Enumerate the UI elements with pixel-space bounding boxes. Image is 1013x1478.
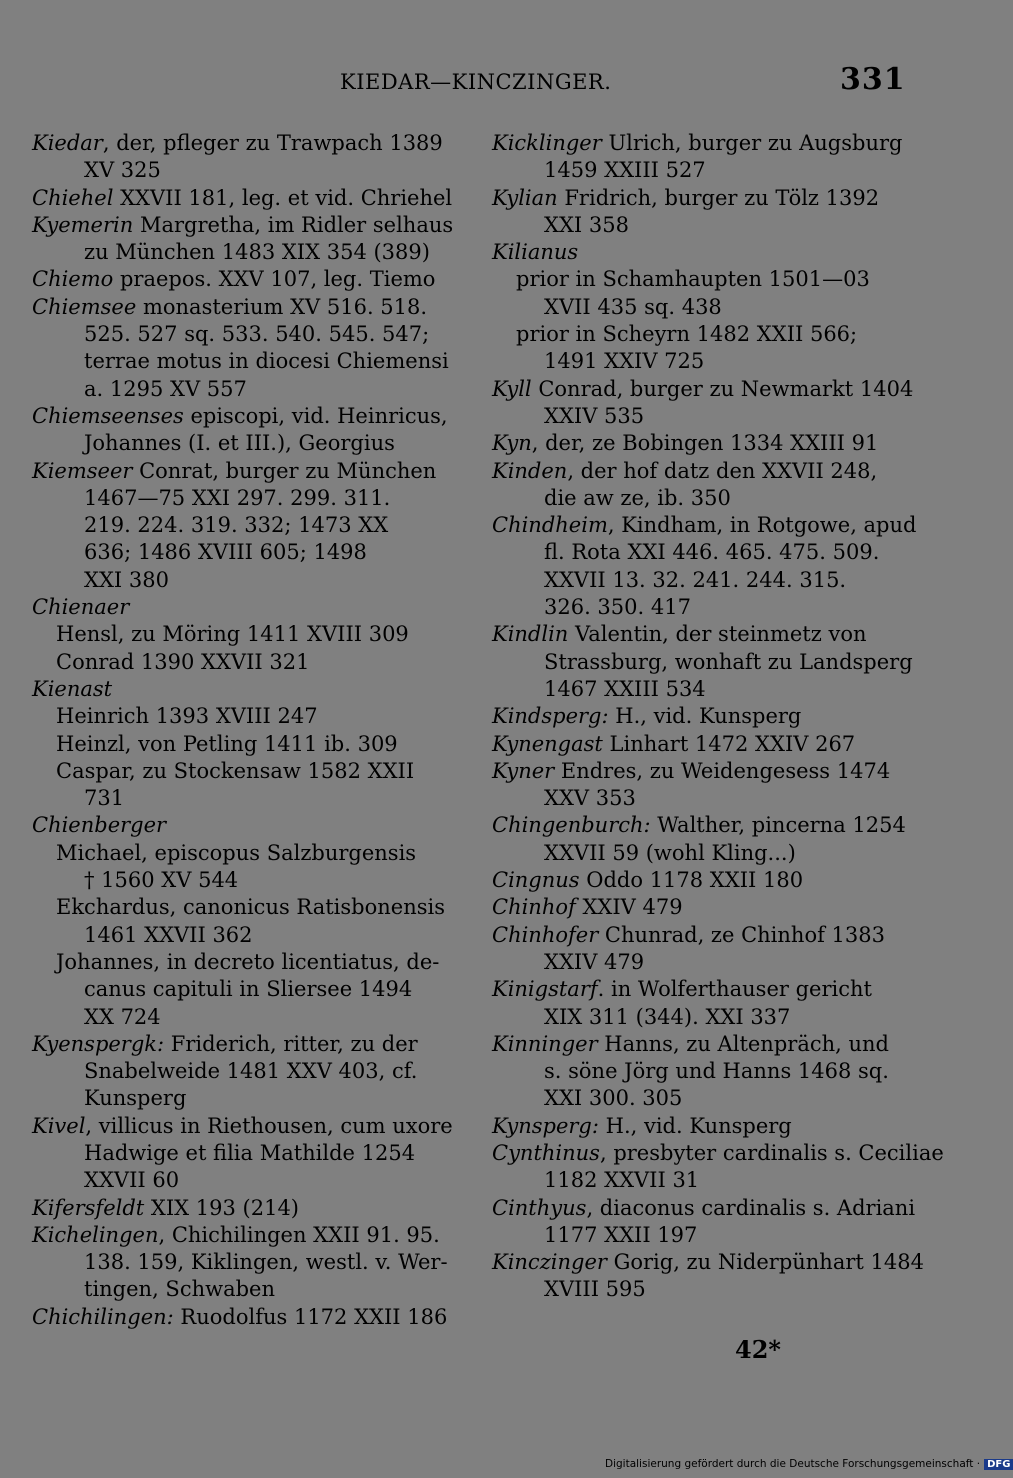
entry-line: XXI 358 <box>544 212 629 237</box>
sub-entry-line: Conrad 1390 XXVII 321 <box>56 649 310 674</box>
entry-line: Johannes (I. et III.), Georgius <box>84 431 395 456</box>
entry-keyword: Chiemo <box>32 267 114 292</box>
entry-text: Hanns, zu Altenpräch, und <box>597 1031 889 1056</box>
entry-line <box>492 1195 916 1222</box>
entry-line <box>32 1195 452 1222</box>
sub-entry-line: Ekchardus, canonicus Ratisbonensis <box>56 895 446 920</box>
entry-text: praepos. XXV 107, leg. Tiemo <box>113 267 436 292</box>
page-number: 331 <box>840 62 906 97</box>
entry-line: 1182 XXVII 31 <box>544 1168 700 1193</box>
entry-text: Conrad, burger zu Newmarkt 1404 <box>531 376 914 401</box>
entry-keyword: Chiemseenses <box>32 403 184 428</box>
entry-line <box>32 266 452 293</box>
entry-line: terrae motus in diocesi Chiemensi <box>84 349 449 374</box>
page-header <box>0 62 1000 110</box>
entry-text: episcopi, vid. Heinricus, <box>183 403 448 428</box>
entry-line: XVIII 595 <box>544 1277 646 1302</box>
entry-line: fl. Rota XXI 446. 465. 475. 509. <box>544 540 880 565</box>
entry-keyword: Kinninger <box>492 1031 598 1056</box>
entry-keyword: Kicklinger <box>492 131 602 155</box>
entry-text: monasterium XV 516. 518. <box>136 294 428 319</box>
entry-line <box>32 812 452 839</box>
entry-keyword: Chingenburch: <box>492 813 651 838</box>
entry-line: XXIV 479 <box>544 949 645 974</box>
entry-line <box>32 458 452 485</box>
entry-keyword: Kyn <box>492 431 532 456</box>
entry-line <box>32 212 452 239</box>
entry-line <box>492 430 912 457</box>
entry-line: XIX 311 (344). XXI 337 <box>544 1004 791 1029</box>
entry-line: Snabelweide 1481 XXV 403, cf. <box>84 1059 418 1084</box>
dfg-logo: DFG <box>984 1459 1013 1470</box>
entry-line: die aw ze, ib. 350 <box>544 485 731 510</box>
entry-line <box>492 621 912 648</box>
index-entry <box>32 1195 452 1222</box>
entry-line <box>492 1249 924 1276</box>
entry-text: Walther, pincerna 1254 <box>650 813 906 838</box>
entry-line: 1467 XXIII 534 <box>544 676 706 701</box>
entry-line: Kunsperg <box>84 1086 187 1111</box>
entry-text: Valentin, der steinmetz von <box>568 622 867 647</box>
entry-keyword: Kyenspergk: <box>32 1031 165 1056</box>
entry-line <box>492 1140 944 1167</box>
index-entry <box>32 212 452 267</box>
entry-text: H., vid. Kunsperg <box>608 704 802 729</box>
entry-text: Ruodolfus 1172 XXII 186 <box>173 1304 448 1329</box>
entry-line <box>492 894 912 921</box>
entry-text: Conrat, burger zu München <box>132 458 437 483</box>
entry-keyword: Kiemseer <box>32 458 133 483</box>
entry-line <box>492 867 912 894</box>
index-entry <box>492 1249 924 1304</box>
index-entry <box>492 976 912 1031</box>
entry-text: , der, ze Bobingen 1334 XXIII 91 <box>531 431 879 456</box>
entry-keyword: Kyll <box>492 376 532 401</box>
entry-line <box>492 1113 912 1140</box>
entry-text: , Chichilingen XXII 91. 95. <box>158 1222 440 1247</box>
right-column <box>492 130 944 1304</box>
index-entry <box>492 185 912 240</box>
index-entry <box>492 1031 912 1113</box>
index-entry <box>492 731 912 758</box>
sub-entry-line: prior in Scheyrn 1482 XXII 566; <box>516 322 858 347</box>
sub-entry-line: 1491 XXIV 725 <box>544 349 705 374</box>
entry-text: Ulrich, burger zu Augsburg <box>601 131 903 155</box>
index-entry <box>492 1195 916 1250</box>
sub-entry-line: Caspar, zu Stockensaw 1582 XXII <box>56 758 415 783</box>
sub-entry-line: 731 <box>84 786 125 811</box>
entry-line: 1467—75 XXI 297. 299. 311. <box>84 485 391 510</box>
entry-line: 219. 224. 319. 332; 1473 XX <box>84 513 389 538</box>
entry-line <box>492 758 912 785</box>
entry-text: , presbyter cardinalis s. Ceciliae <box>599 1140 944 1165</box>
index-entry <box>32 294 452 403</box>
entry-keyword: Chindheim <box>492 513 608 538</box>
sub-entry-line: canus capituli in Sliersee 1494 <box>84 977 413 1002</box>
entry-line: XXI 380 <box>84 567 169 592</box>
entry-keyword: Kynsperg: <box>492 1113 599 1138</box>
entry-line <box>32 130 452 157</box>
entry-text: , diaconus cardinalis s. Adriani <box>586 1195 916 1220</box>
entry-line: XXV 353 <box>544 786 636 811</box>
index-entry <box>32 1113 452 1195</box>
entry-text: . in Wolferthauser gericht <box>597 977 872 1002</box>
entry-line <box>492 376 912 403</box>
index-entry <box>492 1113 912 1140</box>
entry-line: Hadwige et filia Mathilde 1254 <box>84 1140 416 1165</box>
entry-line <box>32 1304 452 1331</box>
entry-line <box>32 594 452 621</box>
entry-line: XXVII 59 (wohl Kling...) <box>544 840 796 865</box>
entry-line: 1177 XXII 197 <box>544 1222 698 1247</box>
entry-keyword: Kyner <box>492 758 555 783</box>
entry-line <box>32 185 452 212</box>
entry-line: s. söne Jörg und Hanns 1468 sq. <box>544 1059 889 1084</box>
index-entry <box>492 703 912 730</box>
footer <box>605 1458 1011 1474</box>
entry-text: Gorig, zu Niderpünhart 1484 <box>606 1250 924 1275</box>
sub-entry-line: prior in Schamhaupten 1501—03 <box>516 267 870 292</box>
entry-text: XIX 193 (214) <box>144 1195 299 1220</box>
index-entry <box>492 130 912 185</box>
entry-text: , villicus in Riethousen, cum uxore <box>85 1113 453 1138</box>
entry-line <box>492 185 912 212</box>
entry-keyword: Chiemsee <box>32 294 137 319</box>
index-entry <box>32 403 452 458</box>
entry-keyword: Chichilingen: <box>32 1304 174 1329</box>
index-entry <box>492 458 912 513</box>
index-entry <box>32 458 452 594</box>
entry-line: Strassburg, wonhaft zu Landsperg <box>544 649 913 674</box>
entry-keyword: Kichelingen <box>32 1222 159 1247</box>
entry-line: 326. 350. 417 <box>544 595 691 620</box>
entry-keyword: Chiehel <box>32 185 114 210</box>
entry-line <box>32 1031 452 1058</box>
entry-line <box>492 976 912 1003</box>
index-entry <box>32 1031 452 1113</box>
entry-line: 1459 XXIII 527 <box>544 158 706 183</box>
entry-text: Linhart 1472 XXIV 267 <box>602 731 856 756</box>
entry-keyword: Chienaer <box>32 595 130 620</box>
entry-line: a. 1295 XV 557 <box>84 376 247 401</box>
entry-keyword: Kifersfeldt <box>32 1195 145 1220</box>
entry-line: tingen, Schwaben <box>84 1277 275 1302</box>
entry-keyword: Chinhofer <box>492 922 599 947</box>
entry-line: XXVII 60 <box>84 1168 180 1193</box>
entry-keyword: Kindsperg: <box>492 704 609 729</box>
entry-text: Friderich, ritter, zu der <box>164 1031 418 1056</box>
index-entry <box>492 758 912 813</box>
entry-line <box>492 1031 912 1058</box>
entry-line: XXVII 13. 32. 241. 244. 315. <box>544 567 847 592</box>
entry-line <box>492 239 912 266</box>
entry-keyword: Kinigstarf <box>492 977 598 1002</box>
entry-text: Oddo 1178 XXII 180 <box>579 868 804 893</box>
index-entry <box>492 239 912 375</box>
entry-line: XV 325 <box>84 158 161 183</box>
entry-keyword: Kylian <box>492 185 558 210</box>
entry-keyword: Chienberger <box>32 813 167 838</box>
sub-entry-line: 1461 XXVII 362 <box>84 922 253 947</box>
entry-keyword: Kilianus <box>492 240 579 265</box>
entry-keyword: Cingnus <box>492 868 580 893</box>
entry-keyword: Cynthinus <box>492 1140 600 1165</box>
left-column <box>32 130 452 1331</box>
entry-keyword: Kivel <box>32 1113 86 1138</box>
sub-entry-line: Heinrich 1393 XVIII 247 <box>56 704 318 729</box>
entry-text: XXVII 181, leg. et vid. Chriehel <box>113 185 453 210</box>
index-entry <box>492 621 912 703</box>
index-entry <box>492 430 912 457</box>
sub-entry-line: † 1560 XV 544 <box>84 868 239 893</box>
sub-entry-line: XX 724 <box>84 1004 161 1029</box>
entry-line <box>492 731 912 758</box>
entry-keyword: Chinhof <box>492 895 576 920</box>
index-entry <box>492 512 917 621</box>
entry-keyword: Kyemerin <box>32 212 134 237</box>
entry-text: , der, pfleger zu Trawpach 1389 <box>102 131 443 155</box>
entry-text: , der hof datz den XXVII 248, <box>567 458 878 483</box>
entry-line <box>492 130 912 157</box>
index-entry <box>32 185 452 212</box>
entry-text: , Kindham, in Rotgowe, apud <box>607 513 917 538</box>
index-entry <box>32 1304 452 1331</box>
index-entry <box>32 1222 452 1304</box>
index-entry <box>32 266 452 293</box>
entry-line <box>492 812 912 839</box>
entry-keyword: Kindlin <box>492 622 569 647</box>
entry-keyword: Kienast <box>32 676 113 701</box>
index-entry <box>32 812 452 1030</box>
index-entry <box>492 867 912 894</box>
index-entry <box>32 594 452 676</box>
index-entry <box>492 376 912 431</box>
entry-keyword: Kinczinger <box>492 1250 607 1275</box>
index-entry <box>492 894 912 921</box>
entry-text: XXIV 479 <box>575 895 683 920</box>
entry-line: XXI 300. 305 <box>544 1086 683 1111</box>
footer-text: Digitalisierung gefördert durch die Deutsche Forschungsgemeinschaft · <box>605 1458 981 1470</box>
entry-line <box>32 1222 452 1249</box>
index-entry <box>492 922 912 977</box>
sub-entry-line: Hensl, zu Möring 1411 XVIII 309 <box>56 622 409 647</box>
entry-line: 138. 159, Kiklingen, westl. v. Wer- <box>84 1250 448 1275</box>
sub-entry-line: XVII 435 sq. 438 <box>544 294 722 319</box>
entry-line <box>492 458 912 485</box>
entry-line <box>492 703 912 730</box>
entry-line: 636; 1486 XVIII 605; 1498 <box>84 540 367 565</box>
entry-text: Endres, zu Weidengesess 1474 <box>554 758 891 783</box>
index-entry <box>32 130 452 185</box>
entry-line <box>492 512 917 539</box>
signature-mark: 42* <box>735 1335 781 1364</box>
entry-line <box>32 294 452 321</box>
entry-keyword: Cinthyus <box>492 1195 587 1220</box>
entry-line <box>492 922 912 949</box>
entry-keyword: Kiedar <box>32 131 103 155</box>
index-entry <box>492 812 912 867</box>
entry-text: H., vid. Kunsperg <box>598 1113 792 1138</box>
entry-text: Chunrad, ze Chinhof 1383 <box>598 922 885 947</box>
sub-entry-line: Heinzl, von Petling 1411 ib. 309 <box>56 731 398 756</box>
index-entry <box>32 676 452 812</box>
entry-line <box>32 403 452 430</box>
entry-line: 525. 527 sq. 533. 540. 545. 547; <box>84 322 430 347</box>
sub-entry-line: Michael, episcopus Salzburgensis <box>56 840 417 865</box>
entry-keyword: Kynengast <box>492 731 603 756</box>
entry-line <box>32 676 452 703</box>
running-title: KIEDAR—KINCZINGER. <box>340 70 612 94</box>
entry-line <box>32 1113 452 1140</box>
entry-keyword: Kinden <box>492 458 568 483</box>
entry-line: zu München 1483 XIX 354 (389) <box>84 240 430 265</box>
index-entry <box>492 1140 944 1195</box>
entry-text: Fridrich, burger zu Tölz 1392 <box>557 185 880 210</box>
entry-line: XXIV 535 <box>544 403 645 428</box>
sub-entry-line: Johannes, in decreto licentiatus, de- <box>56 949 440 974</box>
entry-text: Margretha, im Ridler selhaus <box>133 212 454 237</box>
